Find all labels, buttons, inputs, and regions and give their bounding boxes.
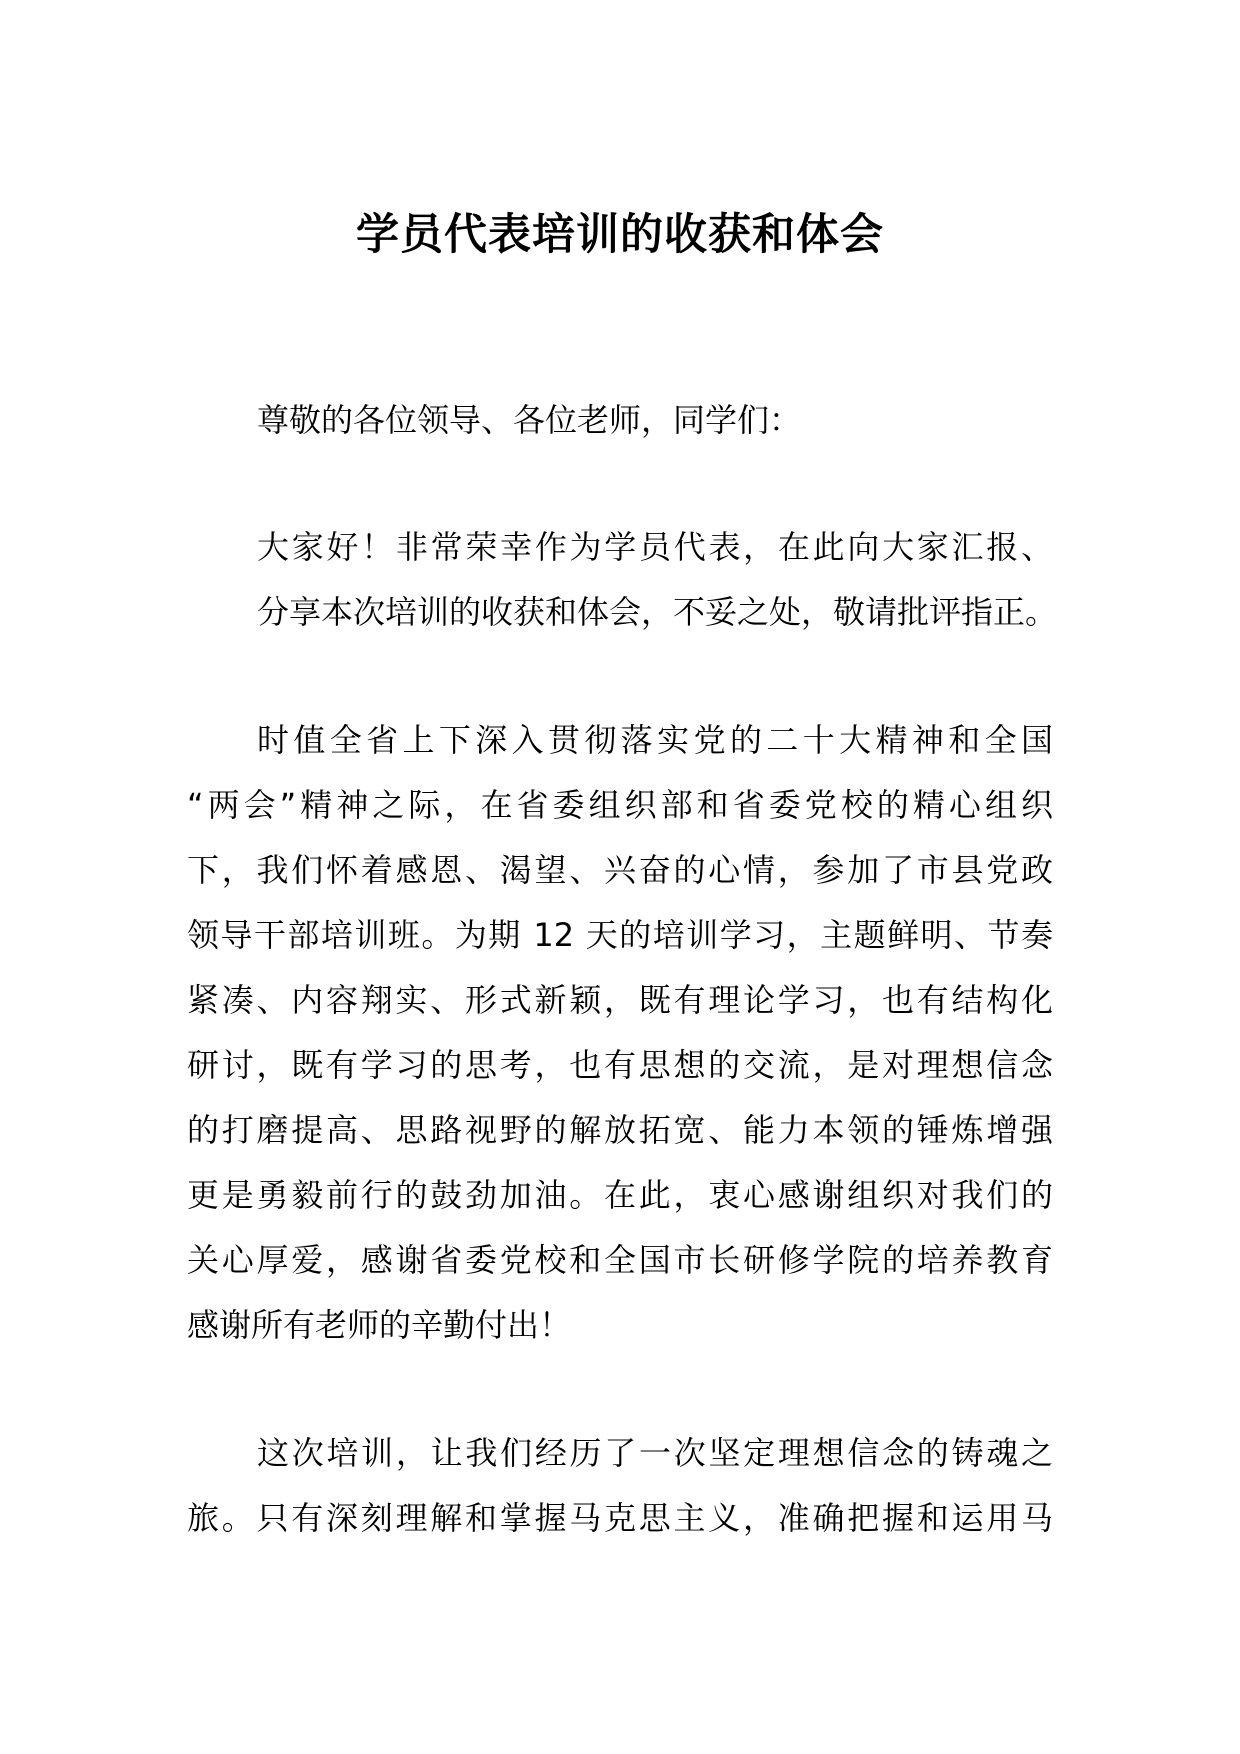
paragraph-line: 这次培训，让我们经历了一次坚定理想信念的铸魂之 — [257, 1434, 1053, 1472]
paragraph-line: 感谢所有老师的辛勤付出！ — [187, 1306, 572, 1344]
paragraph-line: 关心厚爱，感谢省委党校和全国市长研修学院的培养教育 — [187, 1241, 1053, 1279]
salutation: 尊敬的各位领导、各位老师，同学们： — [257, 401, 802, 439]
paragraph-line: 旅。只有深刻理解和掌握马克思主义，准确把握和运用马 — [187, 1499, 1053, 1537]
paragraph-line: 时值全省上下深入贯彻落实党的二十大精神和全国 — [257, 721, 1053, 759]
paragraph-line: 的打磨提高、思路视野的解放拓宽、能力本领的锤炼增强 — [187, 1111, 1053, 1149]
paragraph-ideals — [187, 1421, 1053, 1551]
paragraph-line: 下，我们怀着感恩、渴望、兴奋的心情，参加了市县党政 — [187, 851, 1053, 889]
paragraph-line: 分享本次培训的收获和体会，不妥之处，敬请批评指正。 — [257, 593, 1058, 631]
paragraph-line: 大家好！非常荣幸作为学员代表，在此向大家汇报、 — [257, 528, 1053, 566]
paragraph-line: 研讨，既有学习的思考，也有思想的交流，是对理想信念 — [187, 1046, 1053, 1084]
paragraph-line: 更是勇毅前行的鼓劲加油。在此，衷心感谢组织对我们的 — [187, 1176, 1053, 1214]
paragraph-greeting — [187, 515, 1058, 645]
paragraph-line: 紧凑、内容翔实、形式新颖，既有理论学习，也有结构化 — [187, 981, 1053, 1019]
paragraph-line: “两会”精神之际，在省委组织部和省委党校的精心组织 — [187, 786, 1053, 824]
paragraph-line: 领导干部培训班。为期 12 天的培训学习，主题鲜明、节奏 — [187, 916, 1053, 954]
document-title: 学员代表培训的收获和体会 — [356, 210, 884, 260]
paragraph-training-overview — [187, 708, 1053, 1358]
